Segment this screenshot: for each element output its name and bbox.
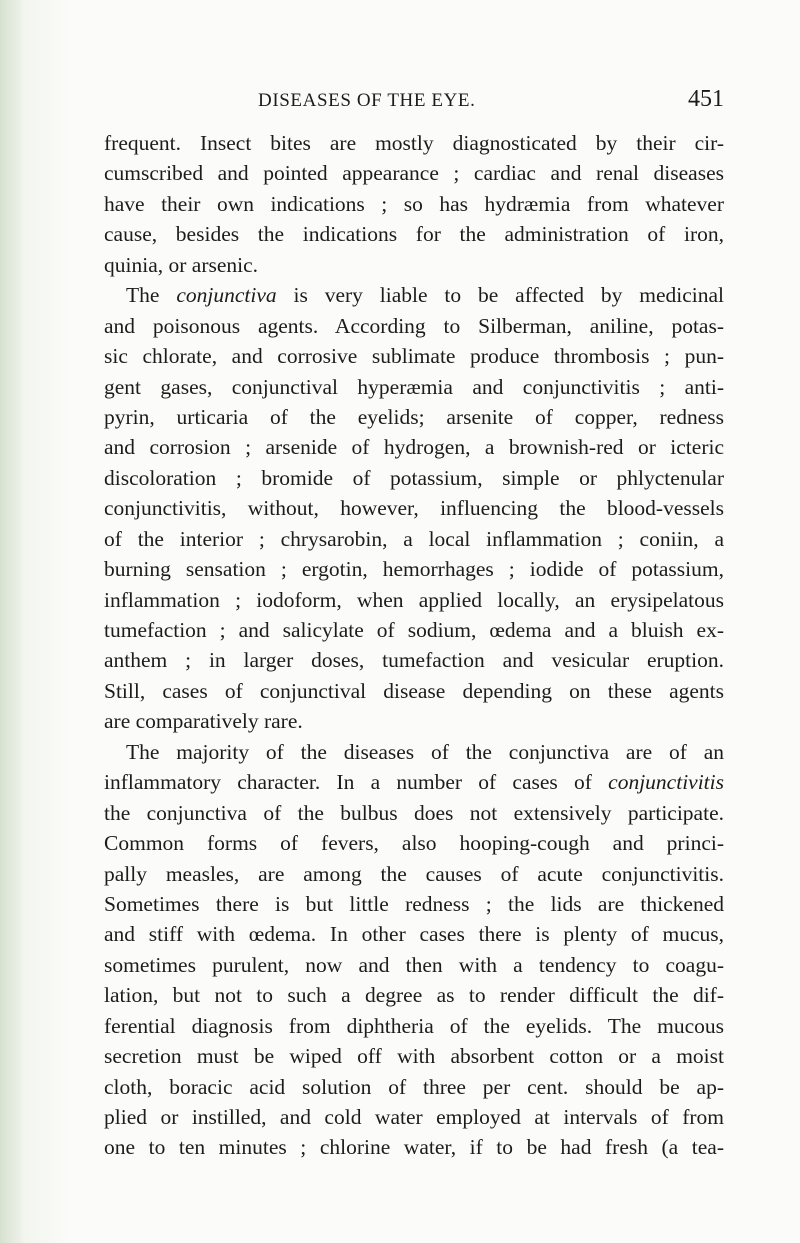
text-line: The majority of the diseases of the conjunctiva are of an xyxy=(126,739,724,764)
text-line: ferential diagnosis from diphtheria of the eyelids. The mucous xyxy=(104,1013,724,1038)
text-line: pally measles, are among the causes of acute conjunctivitis. xyxy=(104,861,724,886)
text-line: frequent. Insect bites are mostly diagnosticated by their cir- xyxy=(104,131,724,155)
text-line: discoloration ; bromide of potassium, simple or phlyctenular xyxy=(104,465,724,490)
text-line: have their own indications ; so has hydræmia from whatever xyxy=(104,191,724,216)
text-run: inflammatory character. In a number of cases of xyxy=(104,770,592,795)
text-line: cause, besides the indications for the administration of iron, xyxy=(104,222,724,247)
italic-term: conjunctiva xyxy=(176,283,277,308)
text-line: and stiff with œdema. In other cases there is plenty of mucus, xyxy=(104,922,724,947)
text-line: quinia, or arsenic. xyxy=(104,252,259,277)
text-line: pyrin, urticaria of the eyelids; arsenite of copper, redness xyxy=(104,404,724,429)
running-head xyxy=(104,86,724,116)
text-line: Still, cases of conjunctival disease depending on these agents xyxy=(104,678,724,703)
text-line: cloth, boracic acid solution of three per cent. should be ap- xyxy=(104,1074,724,1099)
text-run: The xyxy=(126,283,160,308)
text-line-with-italic xyxy=(104,767,724,797)
text-line: anthem ; in larger doses, tumefaction and vesicular eruption. xyxy=(104,648,724,673)
italic-term: conjunctivitis xyxy=(608,770,724,795)
text-line: sic chlorate, and corrosive sublimate produce thrombosis ; pun- xyxy=(104,344,724,369)
paragraph-start-line xyxy=(104,280,724,310)
running-title: DISEASES OF THE EYE. xyxy=(258,90,476,111)
text-run: is very liable to be affected by medicinal xyxy=(293,283,724,308)
text-line: cumscribed and pointed appearance ; cardiac and renal diseases xyxy=(104,161,724,186)
text-line: gent gases, conjunctival hyperæmia and conjunctivitis ; anti- xyxy=(104,374,724,399)
text-line: the conjunctiva of the bulbus does not extensively participate. xyxy=(104,800,724,825)
text-line: burning sensation ; ergotin, hemorrhages ; iodide of potassium, xyxy=(104,557,724,582)
text-line: inflammation ; iodoform, when applied locally, an erysipelatous xyxy=(104,587,724,612)
text-line: sometimes purulent, now and then with a tendency to coagu- xyxy=(104,952,724,977)
text-line: lation, but not to such a degree as to render difficult the dif- xyxy=(104,983,724,1008)
body-text xyxy=(104,128,724,1163)
text-line: Sometimes there is but little redness ; the lids are thickened xyxy=(104,891,724,916)
text-line: conjunctivitis, without, however, influencing the blood-vessels xyxy=(104,496,724,521)
text-line: are comparatively rare. xyxy=(104,709,303,734)
text-line: plied or instilled, and cold water employed at intervals of from xyxy=(104,1105,724,1129)
text-line: secretion must be wiped off with absorbent cotton or a moist xyxy=(104,1044,724,1069)
text-line: and corrosion ; arsenide of hydrogen, a brownish-red or icteric xyxy=(104,435,724,460)
text-line: tumefaction ; and salicylate of sodium, œdema and a bluish ex- xyxy=(104,618,724,642)
text-line: of the interior ; chrysarobin, a local inflammation ; coniin, a xyxy=(104,526,724,551)
page-binding-edge xyxy=(0,0,22,1243)
text-line: one to ten minutes ; chlorine water, if to be had fresh (a tea- xyxy=(104,1135,724,1160)
text-line: Common forms of fevers, also hooping-cough and princi- xyxy=(104,831,724,856)
text-line: and poisonous agents. According to Silberman, aniline, potas- xyxy=(104,313,724,338)
page-number: 451 xyxy=(688,86,724,112)
